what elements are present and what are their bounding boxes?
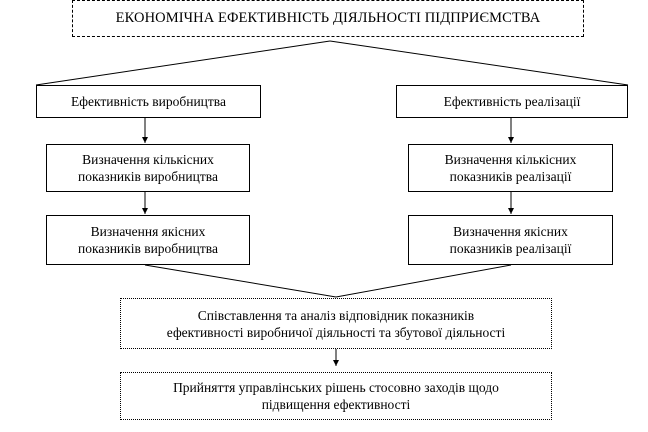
sales-quantitative-line-2: показників реалізації <box>449 169 572 184</box>
production-qualitative-box <box>46 215 250 265</box>
sales-qualitative-box <box>408 215 613 265</box>
production-quantitative-line-1: Визначення кількісних <box>82 152 214 167</box>
title-to-left-line <box>36 41 330 85</box>
comparison-box <box>120 298 552 349</box>
comparison-line-1: Співставлення та аналіз відповідник показників <box>197 307 475 323</box>
title-text: ЕКОНОМІЧНА ЕФЕКТИВНІСТЬ ДІЯЛЬНОСТІ ПІДПРИЄМСТВА <box>115 10 541 26</box>
production-quantitative-line-2: показників виробництва <box>78 169 218 184</box>
comparison-line-2: ефективності виробничої діяльності та збутової діяльності <box>166 324 506 340</box>
production-efficiency-box <box>36 85 261 118</box>
production-quantitative-box <box>46 144 250 192</box>
sales-quantitative-line-1: Визначення кількісних <box>444 152 577 167</box>
production-qualitative-line-2: показників виробництва <box>78 241 218 256</box>
left-to-comparison-line <box>145 265 336 297</box>
sales-efficiency-label: Ефективність реалізації <box>443 94 581 109</box>
sales-qualitative-line-1: Визначення якісних <box>453 224 568 239</box>
production-efficiency-label: Ефективність виробництва <box>71 94 226 109</box>
sales-quantitative-box <box>408 144 613 192</box>
decision-line-1: Прийняття управлінських рішень стосовно заходів щодо <box>173 380 499 395</box>
decision-box <box>120 372 552 420</box>
sales-qualitative-line-2: показників реалізації <box>449 241 572 256</box>
production-qualitative-line-1: Визначення якісних <box>90 224 206 239</box>
sales-efficiency-box <box>396 85 628 118</box>
title-box <box>72 0 584 37</box>
decision-line-2: підвищення ефективності <box>261 397 411 412</box>
title-to-right-line <box>330 41 628 85</box>
right-to-comparison-line <box>336 265 511 297</box>
